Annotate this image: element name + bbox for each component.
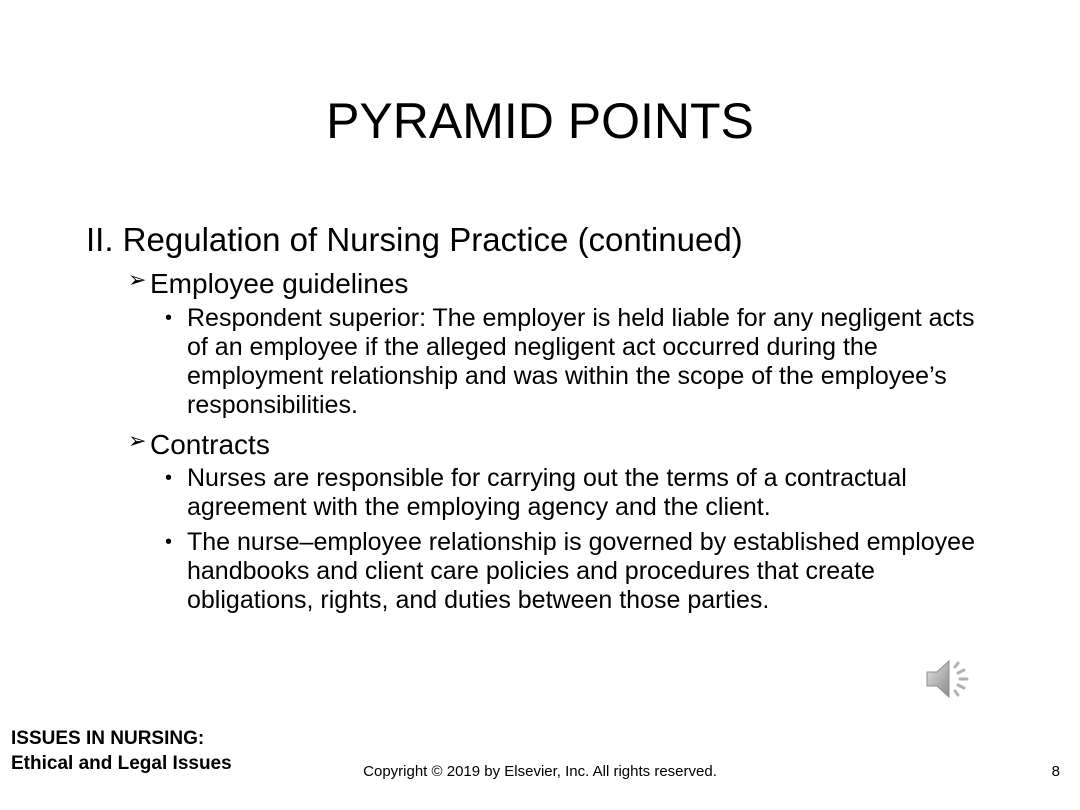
slide-title: PYRAMID POINTS xyxy=(326,93,754,149)
copyright-notice: Copyright © 2019 by Elsevier, Inc. All rights reserved. xyxy=(363,763,717,780)
bullet-text: The nurse–employee relationship is governed by established employee handbooks and client care policies and procedures that create obligations, rights, and duties between those parties. xyxy=(187,528,975,614)
subsection-contracts xyxy=(128,425,270,461)
subsection-label: Employee guidelines xyxy=(150,268,409,299)
bullet-item xyxy=(165,464,995,522)
book-title-line-2: Ethical and Legal Issues xyxy=(11,753,232,774)
bullet-dot-icon: • xyxy=(165,307,173,329)
page-number: 8 xyxy=(1051,763,1060,780)
subsection-label: Contracts xyxy=(150,429,270,460)
speaker-icon[interactable] xyxy=(922,655,976,703)
arrow-bullet-icon: ➢ xyxy=(128,428,147,453)
bullet-text: Respondent superior: The employer is held liable for any negligent acts of an employee if the alleged negligent act occurred during the employment relationship and was within the scope of the employee’s responsibilities. xyxy=(187,304,975,419)
arrow-bullet-icon: ➢ xyxy=(128,267,147,292)
bullet-text: Nurses are responsible for carrying out the terms of a contractual agreement with the employing agency and the client. xyxy=(187,464,907,521)
bullet-dot-icon: • xyxy=(165,531,173,553)
bullet-dot-icon: • xyxy=(165,467,173,489)
book-title-line-1: ISSUES IN NURSING: xyxy=(11,728,205,749)
section-heading: II. Regulation of Nursing Practice (continued) xyxy=(86,221,743,258)
bullet-item xyxy=(165,528,995,615)
subsection-employee-guidelines xyxy=(128,264,408,300)
bullet-item xyxy=(165,304,995,420)
